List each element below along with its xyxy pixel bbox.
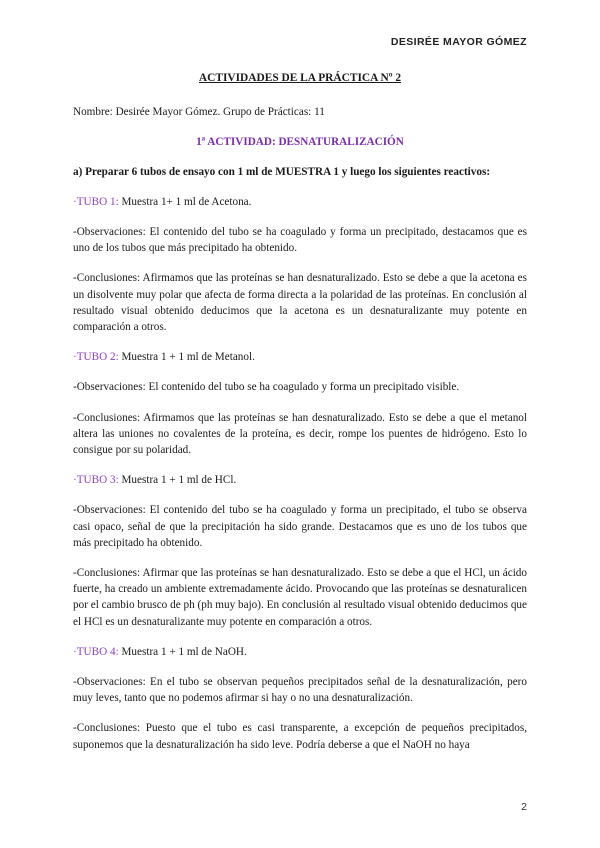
- tube-label: ·TUBO 3:: [73, 474, 119, 487]
- tube-label: ·TUBO 2:: [73, 351, 119, 364]
- tube-1-observaciones: -Observaciones: El contenido del tubo se ha coagulado y forma un precipitado, destacamos que es uno de los tubos que más precipitado ha obtenido.: [73, 226, 527, 255]
- document-body: [73, 70, 527, 767]
- section-title: 1ª ACTIVIDAD: DESNATURALIZACIÓN: [196, 136, 404, 149]
- tube-4-observaciones: -Observaciones: En el tubo se observan pequeños precipitados señal de la desnaturalización, pero muy leves, tanto que no podemos afirmar si hay o no una desnaturalización.: [73, 676, 527, 705]
- tube-text: Muestra 1+ 1 ml de Acetona.: [118, 195, 252, 208]
- page-number: 2: [521, 801, 527, 813]
- tube-1-conclusiones: -Conclusiones: Afirmamos que las proteínas se han desnaturalizado. Esto se debe a que la acetona es un disolvente muy polar que afecta de forma directa a la polaridad de las proteínas. En conclusión al resultado visual obtenido deducimos que la acetona es un desnaturalizante muy potente en comparación a otros.: [73, 272, 527, 334]
- tube-4-conclusiones: -Conclusiones: Puesto que el tubo es casi transparente, a excepción de pequeños precipitados, suponemos que la desnaturalización ha sido leve. Podría deberse a que el NaOH no haya: [73, 722, 527, 751]
- tube-2-heading: [73, 349, 527, 365]
- name-line: Nombre: Desirée Mayor Gómez. Grupo de Prácticas: 11: [73, 106, 325, 119]
- tube-1-heading: [73, 194, 527, 210]
- tube-text: Muestra 1 + 1 ml de Metanol.: [118, 351, 255, 364]
- tube-2-observaciones: -Observaciones: El contenido del tubo se ha coagulado y forma un precipitado visible.: [73, 381, 460, 394]
- tube-text: Muestra 1 + 1 ml de HCl.: [118, 474, 237, 487]
- tube-3-observaciones: -Observaciones: El contenido del tubo se ha coagulado y forma un precipitado, el tubo se observa casi opaco, señal de que la precipitación ha sido grande. Destacamos que es uno de los tubos que más precipitado ha obtenido.: [73, 504, 527, 549]
- tube-3-conclusiones: -Conclusiones: Afirmar que las proteínas se han desnaturalizado. Esto se debe a que el HCl, un ácido fuerte, ha creado un ambiente extremadamente ácido. Provocando que las proteínas se desnaturalicen por el cambio brusco de ph (ph muy bajo). En conclusión al resultado visual obtenido deducimos que el HCl es un desnaturalizante muy potente en comparación a otros.: [73, 567, 527, 628]
- tube-label: ·TUBO 1:: [73, 195, 119, 208]
- tube-text: Muestra 1 + 1 ml de NaOH.: [118, 645, 247, 658]
- header-author: DESIRÉE MAYOR GÓMEZ: [390, 36, 527, 48]
- tube-4-heading: [73, 644, 527, 660]
- document-title: ACTIVIDADES DE LA PRÁCTICA Nº 2: [198, 72, 402, 84]
- tube-label: ·TUBO 4:: [73, 645, 119, 658]
- instruction: a) Preparar 6 tubos de ensayo con 1 ml de MUESTRA 1 y luego los siguientes reactivos:: [73, 165, 491, 178]
- tube-2-conclusiones: -Conclusiones: Afirmamos que las proteínas se han desnaturalizado. Esto se debe a que el metanol altera las uniones no covalentes de la proteína, es decir, rompe los puentes de hidrógeno. Esto lo consigue por su polaridad.: [73, 411, 527, 457]
- tube-3-heading: [73, 472, 527, 488]
